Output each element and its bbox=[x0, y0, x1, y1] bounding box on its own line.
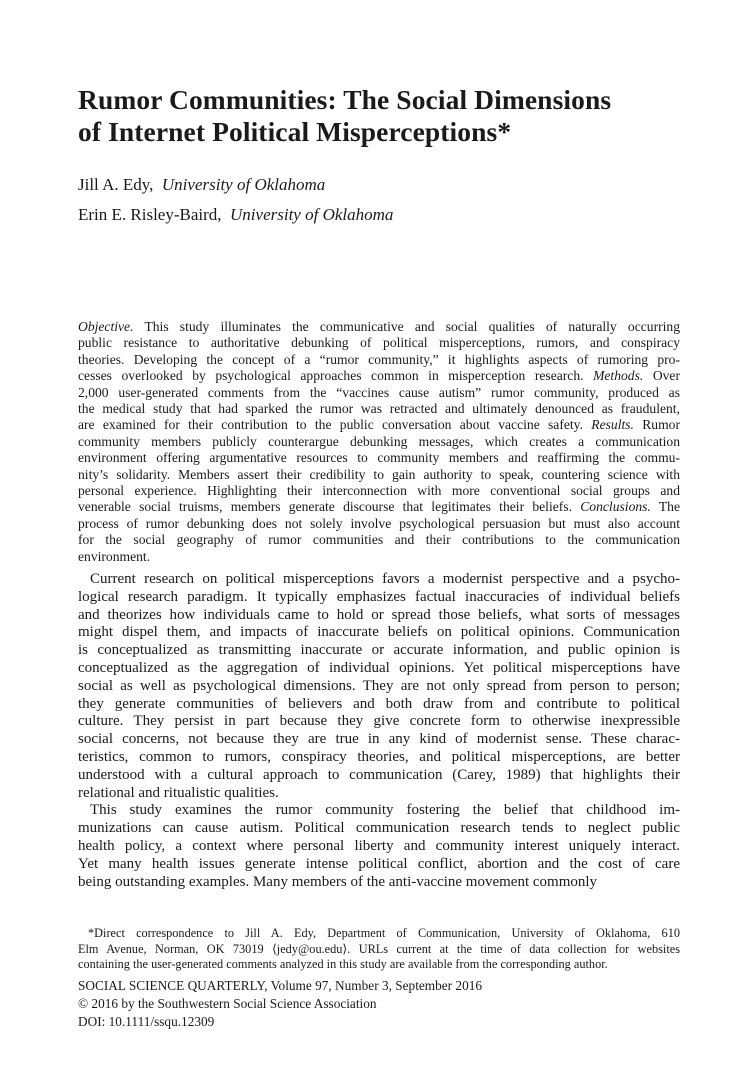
abstract bbox=[78, 319, 680, 565]
body-text bbox=[78, 571, 680, 891]
text-line: community members publicly counterargue debunking messages, which creates a communication bbox=[78, 433, 680, 449]
text-line: Yet many health issues generate intense political conflict, abortion and the cost of care bbox=[78, 855, 680, 872]
text-line: theories. Developing the concept of a “rumor community,” it highlights aspects of rumoring pro- bbox=[78, 351, 680, 367]
text-line: 2,000 user-generated comments from the “vaccines cause autism” rumor community, produced as bbox=[78, 384, 680, 400]
journal-citation: SOCIAL SCIENCE QUARTERLY, Volume 97, Number 3, September 2016 bbox=[78, 978, 483, 993]
text-line: being outstanding examples. Many members of the anti-vaccine movement commonly bbox=[78, 873, 598, 890]
author-list bbox=[78, 170, 393, 230]
title-line: of Internet Political Misperceptions* bbox=[78, 116, 512, 147]
text-line: environment offering argumentative resources to community members and reaffirming the commu- bbox=[78, 450, 680, 466]
text-line: environment. bbox=[78, 548, 151, 564]
author-affiliation: University of Oklahoma bbox=[161, 175, 326, 194]
author bbox=[78, 170, 393, 200]
text-line: nity’s solidarity. Members assert their credibility to gain authority to speak, countering science with bbox=[78, 466, 680, 482]
text-line: containing the user-generated comments analyzed in this study are available from the corresponding author. bbox=[78, 957, 608, 972]
text-line: social concerns, not because they are true in any kind of modernist sense. These charac- bbox=[78, 731, 680, 748]
footnote bbox=[78, 926, 680, 973]
text-line: cesses overlooked by psychological approaches common in misperception research. Methods. Over bbox=[78, 368, 680, 384]
section-label: Objective. bbox=[78, 319, 134, 334]
text-line: they generate communities of believers and both draw from and contribute to political bbox=[78, 695, 680, 712]
text-line: Elm Avenue, Norman, OK 73019 ⟨jedy@ou.edu⟩. URLs current at the time of data collection for websites bbox=[78, 941, 680, 956]
text-line: relational and ritualistic qualities. bbox=[78, 784, 279, 801]
journal-info bbox=[78, 977, 482, 1031]
text-line: public resistance to authoritative debunking of political misperceptions, rumors, and conspiracy bbox=[78, 335, 680, 351]
text-line: munizations can cause autism. Political communication research tends to neglect public bbox=[78, 820, 680, 837]
author-name: Jill A. Edy, bbox=[78, 175, 154, 194]
text-line: process of rumor debunking does not solely involve psychological persuasion but must also account bbox=[78, 515, 680, 531]
section-label: Methods. bbox=[593, 368, 644, 384]
text-line: venerable social truisms, members generate discourse that legitimates their beliefs. Conclusions. The bbox=[78, 499, 680, 515]
text-line: Objective. This study illuminates the communicative and social qualities of naturally occurring bbox=[78, 319, 680, 334]
section-label: Conclusions. bbox=[580, 499, 651, 515]
doi: DOI: 10.1111/ssqu.12309 bbox=[78, 1014, 215, 1029]
text-line: understood with a cultural approach to communication (Carey, 1989) that highlights their bbox=[78, 766, 680, 783]
section-label: Results. bbox=[591, 417, 634, 433]
copyright: © 2016 by the Southwestern Social Science Association bbox=[78, 996, 377, 1011]
text-line: is conceptualized as transmitting inaccurate or accurate information, and public opinion is bbox=[78, 642, 680, 659]
text-line: personal experience. Highlighting their interconnection with more conventional social groups and bbox=[78, 483, 680, 499]
author-name: Erin E. Risley-Baird, bbox=[78, 205, 222, 224]
author-affiliation: University of Oklahoma bbox=[230, 205, 394, 224]
text-line: health policy, a context where personal liberty and community interest uniquely interact. bbox=[78, 837, 680, 854]
text-line: social as well as psychological dimensions. They are not only spread from person to person; bbox=[78, 677, 680, 694]
text-line: logical research paradigm. It typically emphasizes factual inaccuracies of individual beliefs bbox=[78, 588, 680, 605]
text-line: *Direct correspondence to Jill A. Edy, Department of Communication, University of Oklahoma, 610 bbox=[88, 926, 680, 940]
text-line: might dispel them, and impacts of inaccurate beliefs on political opinions. Communication bbox=[78, 624, 680, 641]
author bbox=[78, 200, 393, 230]
text-line: culture. They persist in part because they give concrete form to otherwise inexpressible bbox=[78, 713, 680, 730]
text-line: the medical study that had sparked the rumor was retracted and ultimately denounced as fraudulent, bbox=[78, 401, 680, 417]
text-line: for the social geography of rumor communities and their contributions to the communication bbox=[78, 532, 680, 548]
title-line: Rumor Communities: The Social Dimensions bbox=[78, 84, 612, 115]
text-line: conceptualized as the aggregation of individual opinions. Yet political misperceptions have bbox=[78, 659, 680, 676]
article-title bbox=[78, 84, 611, 148]
text-line: and theorizes how individuals came to hold or spread those beliefs, what sorts of messages bbox=[78, 606, 680, 623]
text-line: teristics, common to rumors, conspiracy theories, and political misperceptions, are better bbox=[78, 748, 680, 765]
text-line: are examined for their contribution to the public conversation about vaccine safety. Results. Rumor bbox=[78, 417, 680, 433]
text-line: Current research on political misperceptions favors a modernist perspective and a psycho- bbox=[90, 571, 680, 587]
text-line: This study examines the rumor community fostering the belief that childhood im- bbox=[90, 802, 680, 819]
